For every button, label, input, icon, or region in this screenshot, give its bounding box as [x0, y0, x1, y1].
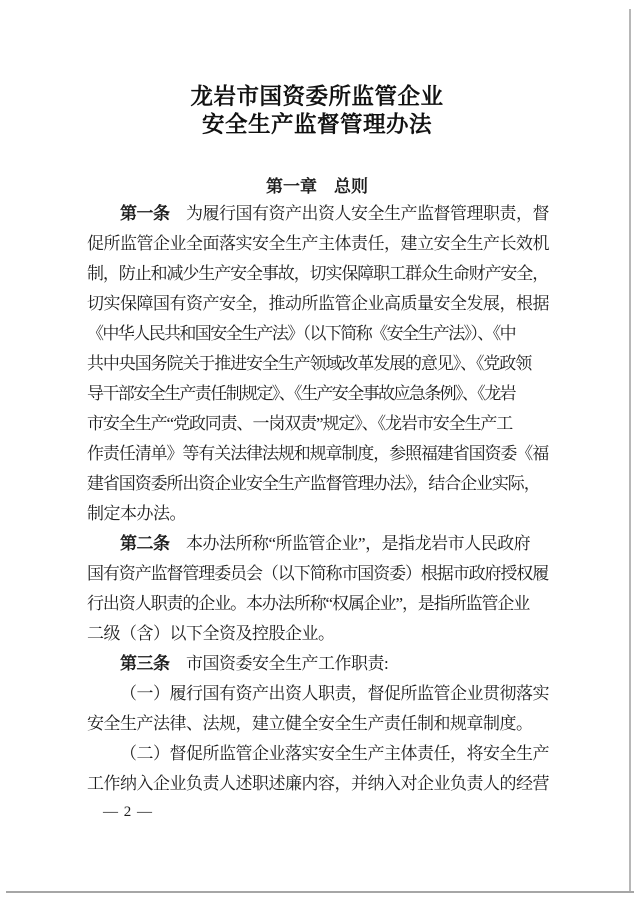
body-line: [87, 379, 567, 409]
body-line: [87, 409, 567, 439]
body-line-text: 建省国资委所出资企业安全生产监督管理办法》，结合企业实际，: [87, 474, 540, 493]
body-line: [87, 349, 567, 379]
body-line: [87, 229, 567, 259]
body-line-text: 共中央国务院关于推进安全生产领域改革发展的意见》、《党政领: [87, 354, 532, 373]
page-edge-right: [629, 9, 631, 893]
article-number: 第一条: [120, 204, 170, 223]
body-line: [87, 709, 567, 739]
body-line-text: 工作纳入企业负责人述职述廉内容，并纳入对企业负责人的经营: [87, 774, 549, 793]
body-line: [87, 679, 567, 709]
body-line-text: 本办法所称“所监管企业”，是指龙岩市人民政府: [169, 534, 531, 553]
document-body: [87, 199, 567, 799]
body-line-text: 市安全生产“党政同责、一岗双责”规定》、《龙岩市安全生产工: [87, 414, 513, 433]
body-line: [87, 439, 567, 469]
body-line-text: 作责任清单》等有关法律法规和规章制度，参照福建省国资委《福: [87, 444, 549, 463]
article-number: 第二条: [120, 534, 170, 553]
body-line-text: 《中华人民共和国安全生产法》（以下简称《安全生产法》）、《中: [87, 324, 515, 343]
body-line-text: （一）履行国有资产出资人职责，督促所监管企业贯彻落实: [120, 684, 549, 703]
body-line: [87, 199, 567, 229]
body-line: [87, 289, 567, 319]
page-number: — 2 —: [103, 804, 153, 820]
article-number: 第三条: [120, 654, 170, 673]
body-line-text: 安全生产法律、法规，建立健全安全生产责任制和规章制度。: [87, 714, 533, 733]
body-line-text: 行出资人职责的企业。本办法所称“权属企业”，是指所监管企业: [87, 594, 530, 613]
body-line: [87, 769, 567, 799]
body-line: [87, 589, 567, 619]
body-line: [87, 319, 567, 349]
body-line: [87, 649, 567, 679]
body-line: [87, 499, 567, 529]
body-line-text: 二级（含）以下全资及控股企业。: [87, 624, 335, 643]
page-edge-bottom: [6, 891, 634, 893]
document-title-line-2: 安全生产监督管理办法: [201, 112, 432, 137]
body-line: [87, 529, 567, 559]
body-line-text: 制定本办法。: [87, 504, 186, 523]
body-line-text: 市国资委安全生产工作职责:: [169, 654, 389, 673]
body-line-text: 导干部安全生产责任制规定》、《生产安全事故应急条例》、《龙岩: [87, 384, 515, 403]
chapter-heading: 第一章 总则: [266, 177, 368, 196]
body-line: [87, 619, 567, 649]
body-line-text: 制，防止和减少生产安全事故，切实保障职工群众生命财产安全，: [87, 264, 549, 283]
body-line: [87, 259, 567, 289]
body-line-text: （二）督促所监管企业落实安全生产主体责任，将安全生产: [120, 744, 549, 763]
body-line-text: 促所监管企业全面落实安全生产主体责任，建立安全生产长效机: [87, 234, 549, 253]
body-line: [87, 559, 567, 589]
body-line-text: 为履行国有资产出资人安全生产监督管理职责，督: [169, 204, 549, 223]
document-title-line-1: 龙岩市国资委所监管企业: [190, 84, 444, 109]
body-line-text: 切实保障国有资产安全，推动所监管企业高质量安全发展，根据: [87, 294, 549, 313]
body-line: [87, 469, 567, 499]
body-line-text: 国有资产监督管理委员会（以下简称市国资委）根据市政府授权履: [87, 564, 549, 583]
body-line: [87, 739, 567, 769]
